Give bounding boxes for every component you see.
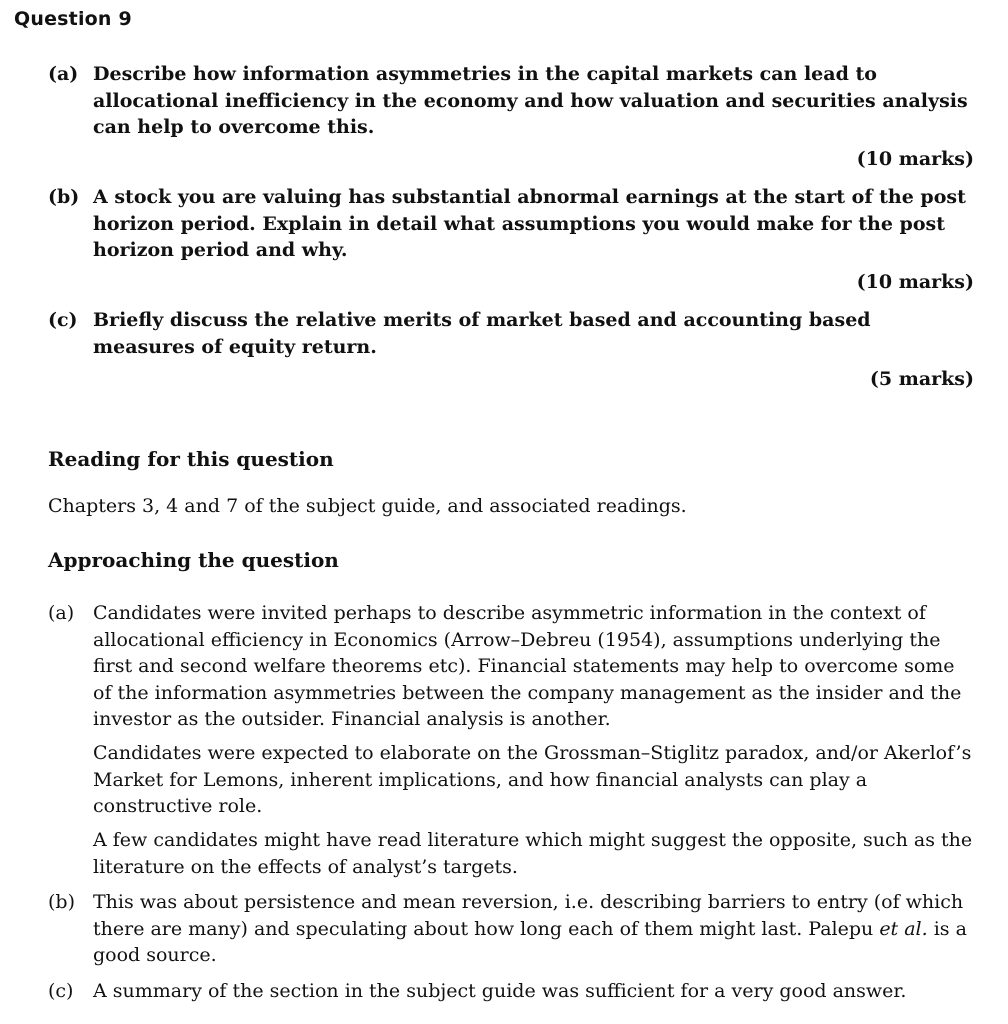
- question-part-c: [48, 307, 978, 361]
- approach-c-label: (c): [48, 980, 74, 1002]
- approach-c-text: A summary of the section in the subject guide was sufficient for a very good answer.: [93, 980, 907, 1002]
- part-c-text: Briefly discuss the relative merits of market based and accounting based measures of equity return.: [93, 309, 871, 358]
- part-a-label: (a): [48, 63, 79, 85]
- approach-a-paragraph-1: Candidates were invited perhaps to describe asymmetric information in the context of allocational efficiency in Economics (Arrow–Debreu (1954), assumptions underlying the first and second welfare theorems etc). Financial statements may help to overcome some of the information asymmetries between the company management as the insider and the investor as the outsider. Financial analysis is another.: [93, 602, 962, 730]
- part-a-text: Describe how information asymmetries in the capital markets can lead to allocational inefficiency in the economy and how valuation and securities analysis can help to overcome this.: [93, 63, 968, 138]
- part-a-marks: (10 marks): [856, 148, 974, 170]
- approach-b-et-al: et al.: [879, 917, 928, 940]
- approach-a-paragraph-2: Candidates were expected to elaborate on the Grossman–Stiglitz paradox, and/or Akerlof’s Market for Lemons, inherent implications, and how financial analysts can play a constructive role.: [93, 742, 972, 817]
- approach-b-text-before: This was about persistence and mean reversion, i.e. describing barriers to entry (of which there are many) and speculating about how long each of them might last. Palepu: [93, 891, 964, 940]
- approach-a-paragraph-3: A few candidates might have read literature which might suggest the opposite, such as the literature on the effects of analyst’s targets.: [93, 829, 973, 878]
- reading-heading: Reading for this question: [48, 447, 334, 471]
- part-c-label: (c): [48, 309, 78, 331]
- reading-text: Chapters 3, 4 and 7 of the subject guide, and associated readings.: [48, 495, 687, 517]
- approach-b-text-after: is a good source.: [93, 917, 967, 966]
- question-title: Question 9: [14, 8, 132, 30]
- part-b-text: A stock you are valuing has substantial abnormal earnings at the start of the post horizon period. Explain in detail what assumptions you would make for the post horizon period and why.: [93, 186, 966, 261]
- question-part-b: [48, 184, 978, 264]
- part-b-marks: (10 marks): [856, 271, 974, 293]
- approach-heading: Approaching the question: [48, 548, 339, 572]
- approach-a-label: (a): [48, 602, 75, 624]
- approach-b-text: [93, 889, 973, 969]
- approach-b-label: (b): [48, 891, 75, 913]
- part-c-marks: (5 marks): [869, 368, 974, 390]
- question-part-a: [48, 61, 978, 141]
- part-b-label: (b): [48, 186, 80, 208]
